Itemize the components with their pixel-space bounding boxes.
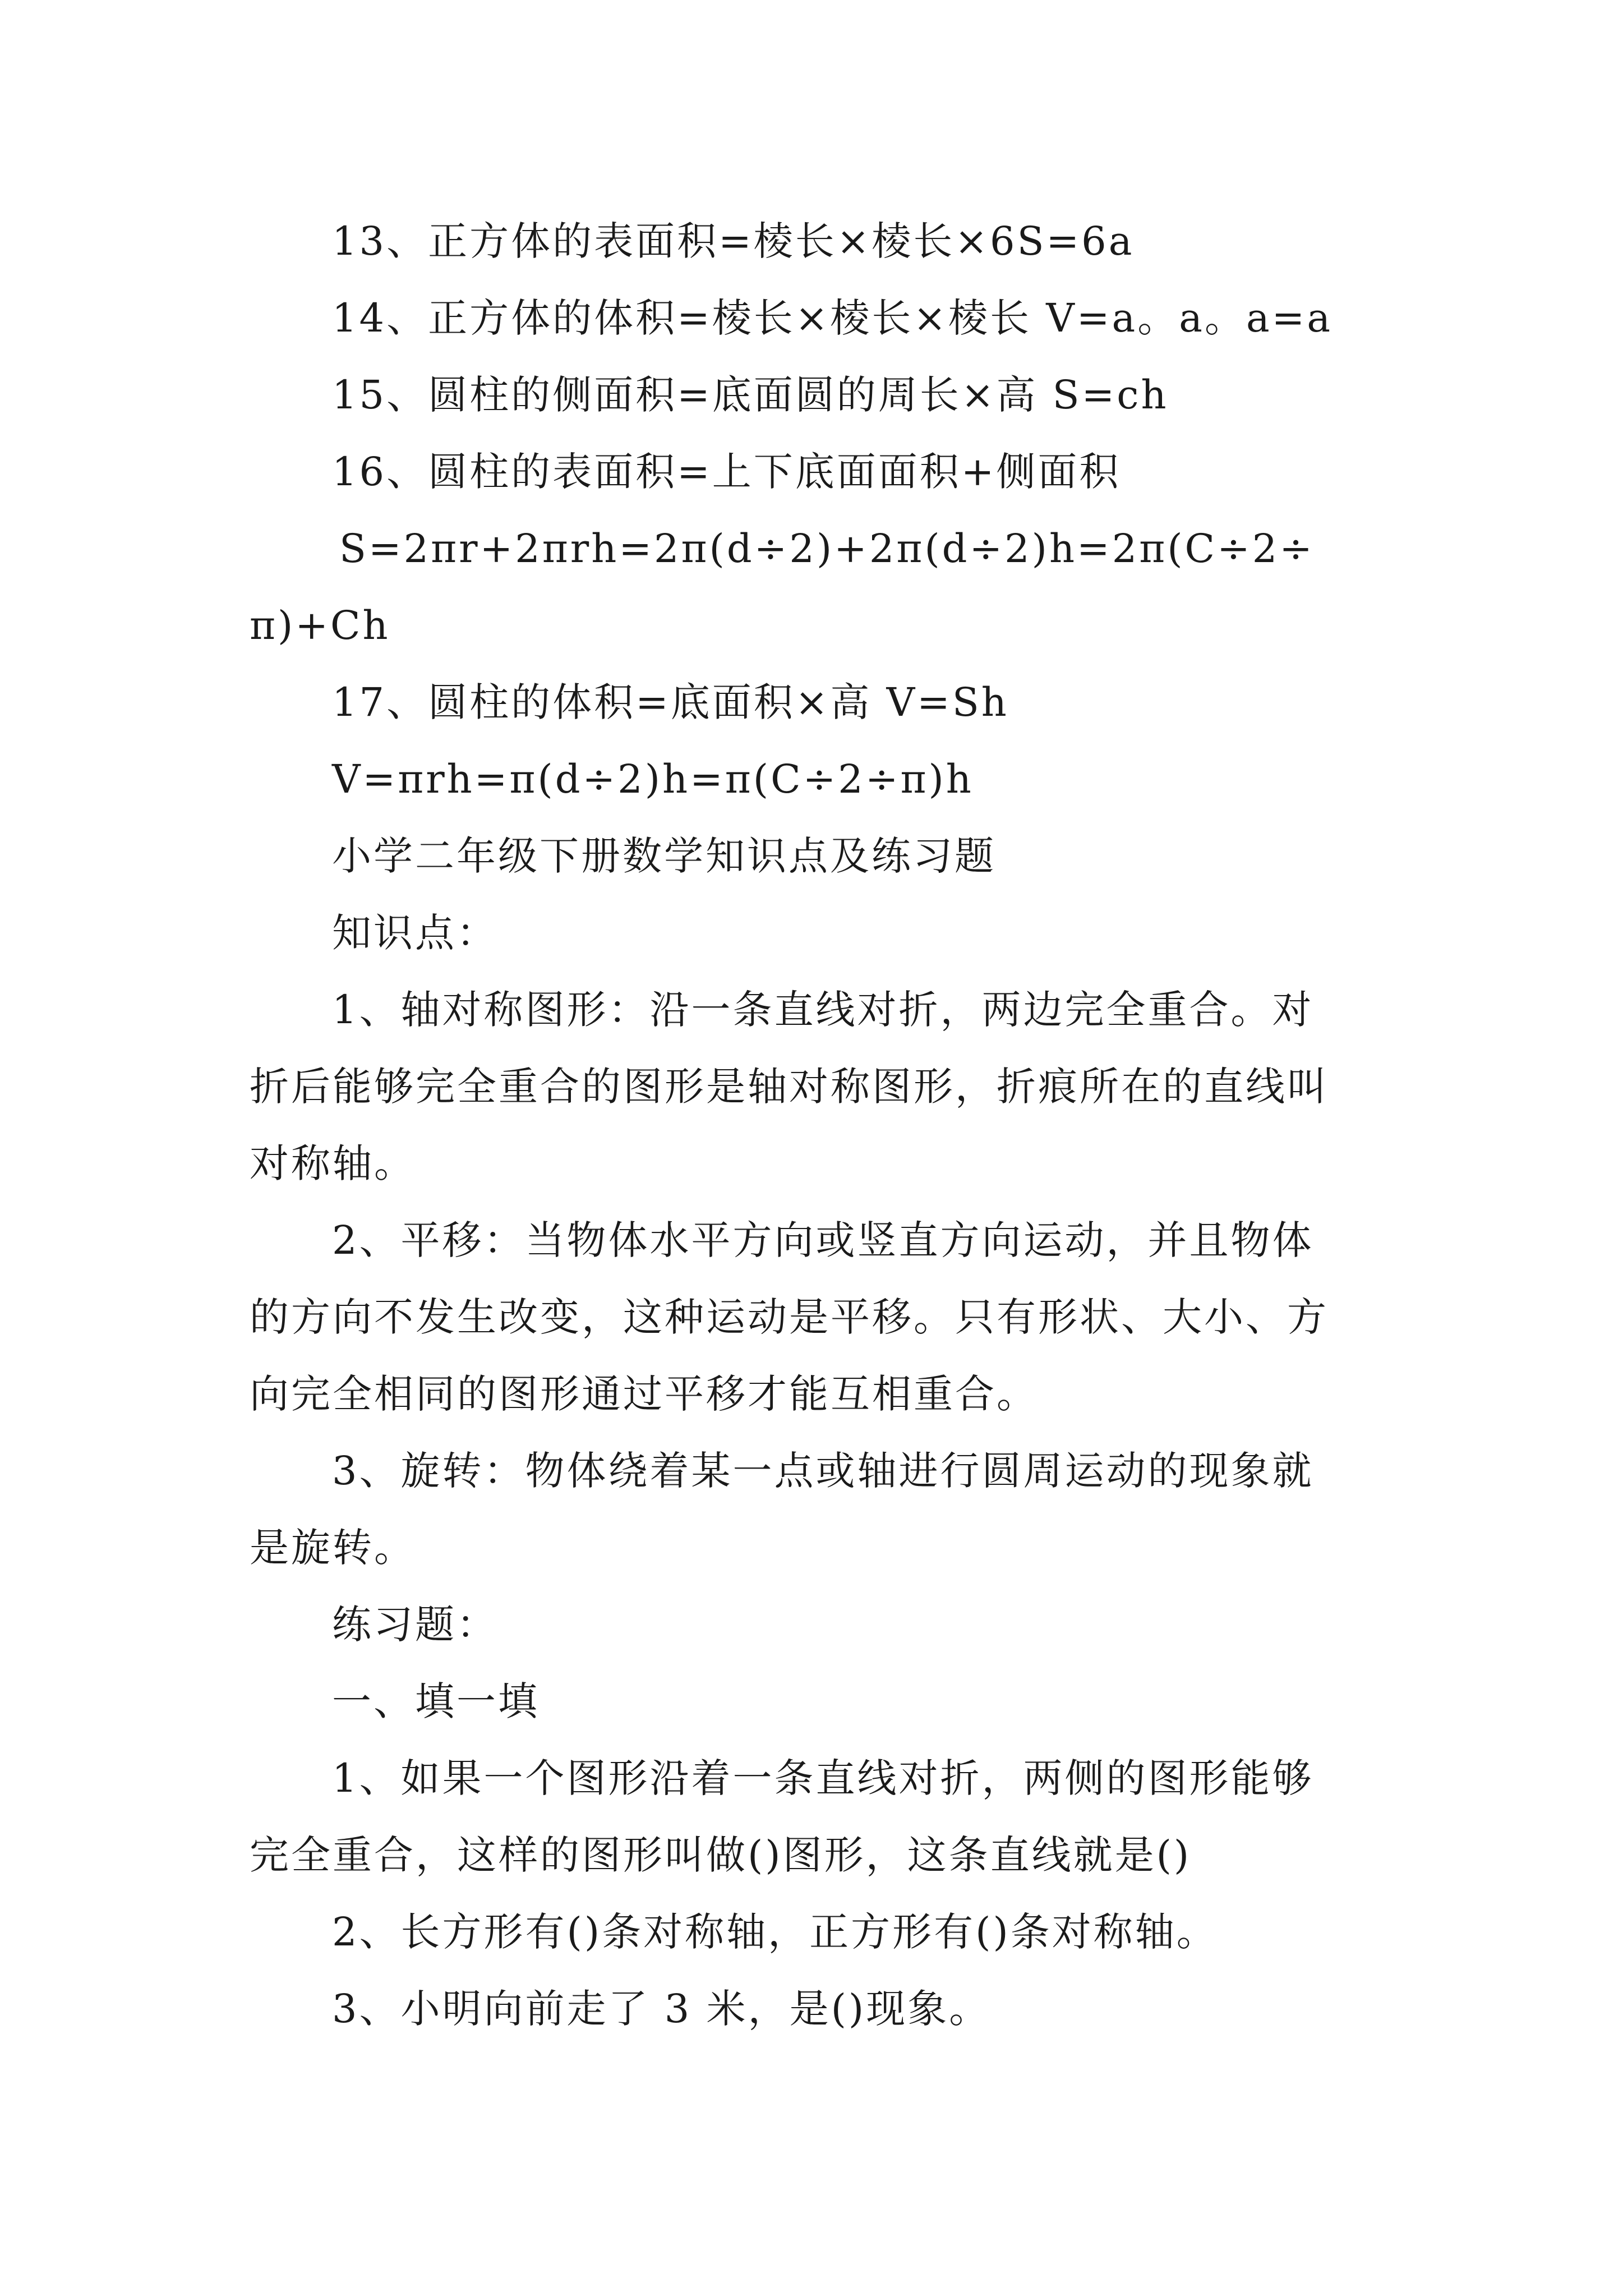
exercise-heading: 练习题： xyxy=(332,1602,498,1648)
section-title: 小学二年级下册数学知识点及练习题 xyxy=(332,833,996,879)
paragraph-line: 对称轴。 xyxy=(250,1140,416,1186)
paragraph-line: 3、旋转：物体绕着某一点或轴进行圆周运动的现象就 xyxy=(332,1448,1314,1494)
question-line: 2、长方形有()条对称轴，正方形有()条对称轴。 xyxy=(332,1909,1218,1955)
paragraph-line: 2、平移：当物体水平方向或竖直方向运动，并且物体 xyxy=(332,1217,1314,1263)
formula-17-expression: V=πrh=π(d÷2)h=π(C÷2÷π)h xyxy=(332,756,974,802)
question-line: 1、如果一个图形沿着一条直线对折，两侧的图形能够 xyxy=(332,1755,1314,1801)
paragraph-line: 的方向不发生改变，这种运动是平移。只有形状、大小、方 xyxy=(250,1294,1329,1340)
paragraph-line: 1、轴对称图形：沿一条直线对折，两边完全重合。对 xyxy=(332,987,1314,1033)
paragraph-line: 向完全相同的图形通过平移才能互相重合。 xyxy=(250,1371,1038,1417)
formula-14: 14、正方体的体积=棱长×棱长×棱长 V=a。a。a=a xyxy=(332,295,1333,341)
formula-16: 16、圆柱的表面积=上下底面面积+侧面积 xyxy=(332,449,1121,495)
knowledge-heading: 知识点： xyxy=(332,910,498,956)
question-line: 3、小明向前走了 3 米，是()现象。 xyxy=(332,1986,991,2032)
paragraph-line: 折后能够完全重合的图形是轴对称图形，折痕所在的直线叫 xyxy=(250,1064,1329,1110)
question-line: 完全重合，这样的图形叫做()图形，这条直线就是() xyxy=(250,1832,1192,1878)
formula-16-expression: S=2πr+2πrh=2π(d÷2)+2π(d÷2)h=2π(C÷2÷ xyxy=(339,526,1315,572)
paragraph-line: 是旋转。 xyxy=(250,1525,416,1571)
formula-15: 15、圆柱的侧面积=底面圆的周长×高 S=ch xyxy=(332,372,1169,418)
formula-13: 13、正方体的表面积=棱长×棱长×6S=6a xyxy=(332,218,1135,264)
exercise-section-title: 一、填一填 xyxy=(332,1678,540,1724)
formula-17: 17、圆柱的体积=底面积×高 V=Sh xyxy=(332,679,1009,725)
formula-16-expression-cont: π)+Ch xyxy=(250,602,390,648)
